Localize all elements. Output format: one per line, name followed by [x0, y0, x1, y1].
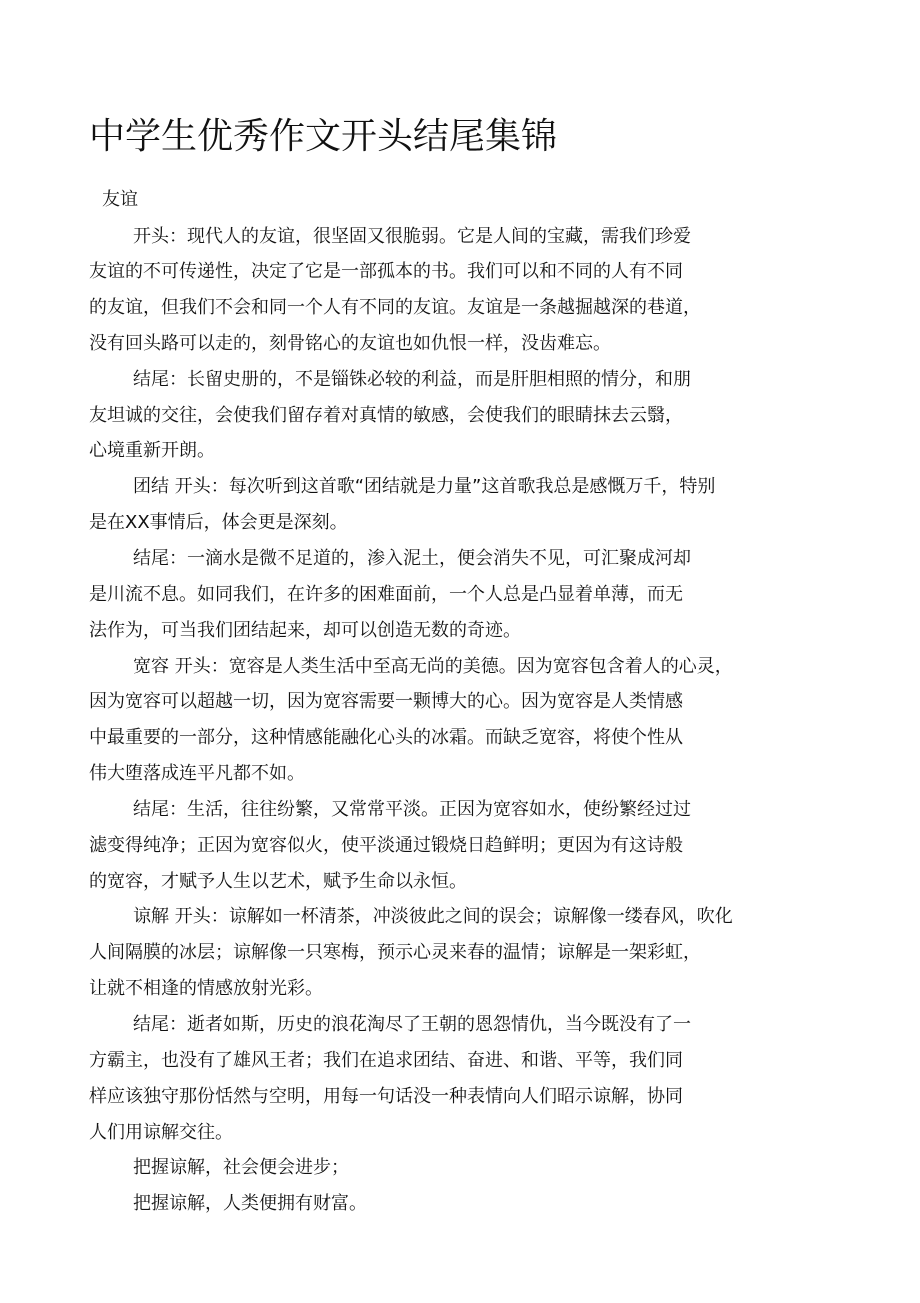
paragraph-line: 方霸主，也没有了雄风王者；我们在追求团结、奋进、和谐、平等，我们同 [89, 1050, 683, 1071]
paragraph-line: 让就不相逢的情感放射光彩。 [89, 978, 323, 999]
paragraph-line: 的宽容，才赋予人生以艺术，赋予生命以永恒。 [89, 871, 467, 892]
paragraph-line: 人间隔膜的冰层；谅解像一只寒梅，预示心灵来春的温情；谅解是一架彩虹， [89, 942, 701, 963]
paragraph-line: 结尾：长留史册的，不是锱铢必较的利益，而是肝胆相照的情分，和朋 [133, 369, 691, 390]
paragraph-line: 结尾：逝者如斯，历史的浪花淘尽了王朝的恩怨情仇，当今既没有了一 [133, 1014, 691, 1035]
paragraph-line: 因为宽容可以超越一切，因为宽容需要一颗博大的心。因为宽容是人类情感 [89, 691, 683, 712]
paragraph-line: 心境重新开朗。 [89, 440, 215, 461]
paragraph-line: 把握谅解，人类便拥有财富。 [133, 1193, 367, 1214]
paragraph-line: 是川流不息。如同我们，在许多的困难面前，一个人总是凸显着单薄，而无 [89, 584, 683, 605]
paragraph-line: 是在XX事情后，体会更是深刻。 [89, 512, 348, 533]
paragraph-line: 滤变得纯净；正因为宽容似火，使平淡通过锻烧日趋鲜明；更因为有这诗般 [89, 835, 683, 856]
paragraph-line: 结尾：生活，往往纷繁，又常常平淡。正因为宽容如水，使纷繁经过过 [133, 799, 691, 820]
paragraph-line: 伟大堕落成连平凡都不如。 [89, 763, 305, 784]
paragraph-line: 谅解 开头：谅解如一杯清茶，冲淡彼此之间的误会；谅解像一缕春风，吹化 [133, 906, 733, 927]
paragraph-line: 中最重要的一部分，这种情感能融化心头的冰霜。而缺乏宽容，将使个性从 [89, 727, 683, 748]
paragraph-line: 的友谊，但我们不会和同一个人有不同的友谊。友谊是一条越掘越深的巷道， [89, 297, 701, 318]
paragraph-line: 开头：现代人的友谊，很坚固又很脆弱。它是人间的宝藏，需我们珍爱 [133, 226, 691, 247]
paragraph-line: 样应该独守那份恬然与空明，用每一句话没一种表情向人们昭示谅解，协同 [89, 1086, 683, 1107]
document-title: 中学生优秀作文开头结尾集锦 [89, 116, 558, 157]
paragraph-line: 法作为，可当我们团结起来，却可以创造无数的奇迹。 [89, 620, 521, 641]
paragraph-line: 结尾：一滴水是微不足道的，渗入泥土，便会消失不见，可汇聚成河却 [133, 548, 691, 569]
section-heading-friendship: 友谊 [102, 189, 138, 210]
paragraph-line: 人们用谅解交往。 [89, 1122, 233, 1143]
paragraph-line: 友坦诚的交往，会使我们留存着对真情的敏感，会使我们的眼睛抹去云翳， [89, 405, 683, 426]
paragraph-line: 团结 开头：每次听到这首歌“团结就是力量”这首歌我总是感慨万千，特别 [133, 476, 716, 497]
paragraph-line: 友谊的不可传递性，决定了它是一部孤本的书。我们可以和不同的人有不同 [89, 261, 683, 282]
paragraph-line: 宽容 开头：宽容是人类生活中至高无尚的美德。因为宽容包含着人的心灵， [133, 656, 733, 677]
paragraph-line: 把握谅解，社会便会进步； [133, 1157, 349, 1178]
paragraph-line: 没有回头路可以走的，刻骨铭心的友谊也如仇恨一样，没齿难忘。 [89, 333, 611, 354]
